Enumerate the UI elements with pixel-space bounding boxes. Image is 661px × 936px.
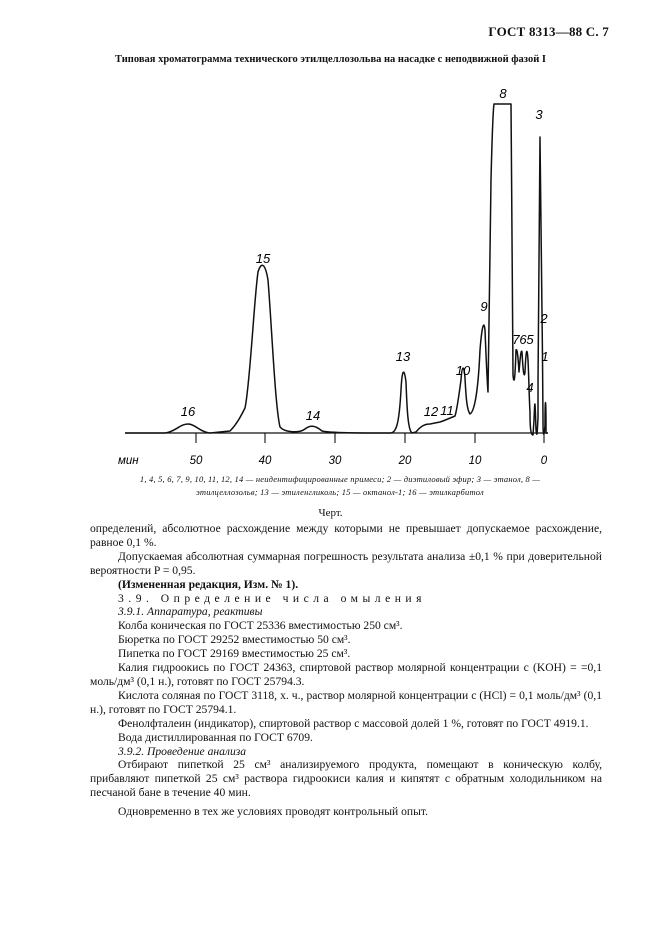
peak-label-9: 9 (480, 299, 488, 314)
chromatogram-trace (125, 104, 548, 435)
reagent-item: Колба коническая по ГОСТ 25336 вместимостью 250 см³. (118, 619, 403, 633)
peak-label-14: 14 (305, 408, 321, 423)
peak-label-3: 3 (535, 107, 543, 122)
peak-label-1: 1 (541, 349, 549, 364)
amendment-note: (Измененная редакция, Изм. № 1). (118, 577, 299, 591)
reagent-item: Калия гидроокись по ГОСТ 24363, спиртовой раствор молярной концентрации c (KOH) = =0,1 моль/дм³ (0,1 н.), готовят по ГОСТ 25794.3. (90, 661, 602, 688)
axis-unit-label: мин (118, 455, 139, 467)
axis-tick-label: 20 (398, 455, 412, 467)
figure-title: Типовая хроматограмма технического этилцеллозольва на насадке с неподвижной фазой I (115, 54, 546, 65)
axis-ticks (196, 433, 544, 443)
reagent-item: Бюретка по ГОСТ 29252 вместимостью 50 см³. (118, 633, 351, 647)
subsection-heading: 3.9.2. Проведение анализа (118, 744, 247, 758)
procedure-paragraph: Одновременно в тех же условиях проводят контрольный опыт. (118, 805, 428, 819)
axis-tick-label: 0 (540, 455, 548, 467)
figure-legend: 1, 4, 5, 6, 7, 9, 10, 11, 12, 14 — неидентифицированные примеси; 2 — диэтиловый эфир; 3 — этанол, 8 — этилцеллозольв; 13 — этиленгликоль; 15 — октанол-1; 16 — этилкарбитол (139, 474, 541, 497)
paragraph: определений, абсолютное расхождение между которыми не превышает допускаемое расхождение, равное 0,1 %. (90, 522, 602, 549)
procedure-paragraph: Отбирают пипеткой 25 см³ анализируемого продукта, помещают в коническую колбу, прибавляют пипеткой 25 см³ раствора гидроокиси калия и кипятят с обратным холодильником на песчаной бане в течение 40 мин. (90, 758, 602, 800)
peak-label-2: 2 (540, 311, 548, 326)
peak-label-6: 6 (519, 332, 527, 347)
peak-label-8: 8 (499, 86, 507, 101)
peak-label-15: 15 (255, 251, 271, 266)
peak-label-4: 4 (526, 380, 534, 395)
axis-tick-label: 10 (468, 455, 482, 467)
peak-label-11: 11 (440, 403, 454, 418)
reagent-item: Вода дистиллированная по ГОСТ 6709. (118, 730, 313, 744)
page-header: ГОСТ 8313—88 С. 7 (488, 24, 609, 39)
axis-tick-label: 30 (328, 455, 342, 467)
reagent-item: Пипетка по ГОСТ 29169 вместимостью 25 см³. (118, 647, 351, 661)
peak-label-16: 16 (180, 404, 196, 419)
peak-label-7: 7 (512, 332, 520, 347)
axis-tick-label: 50 (189, 455, 203, 467)
document-body (90, 522, 602, 819)
figure-caption: Черт. (318, 507, 343, 519)
peak-label-12: 12 (423, 404, 439, 419)
reagent-item: Фенолфталеин (индикатор), спиртовой раствор с массовой долей 1 %, готовят по ГОСТ 4919.1. (118, 716, 589, 730)
axis-tick-label: 40 (258, 455, 272, 467)
subsection-heading: 3.9.1. Аппаратура, реактивы (118, 605, 263, 619)
peak-label-13: 13 (395, 349, 411, 364)
peak-label-5: 5 (526, 332, 534, 347)
reagent-item: Кислота соляная по ГОСТ 3118, х. ч., раствор молярной концентрации c (HCl) = 0,1 моль/дм³ (0,1 н.), готовят по ГОСТ 25794.1. (90, 688, 602, 716)
section-heading: 3.9. Определение числа омыления (118, 591, 426, 605)
paragraph: Допускаемая абсолютная суммарная погрешность результата анализа ±0,1 % при доверительной вероятности P = 0,95. (90, 549, 602, 577)
peak-label-10: 10 (455, 363, 471, 378)
